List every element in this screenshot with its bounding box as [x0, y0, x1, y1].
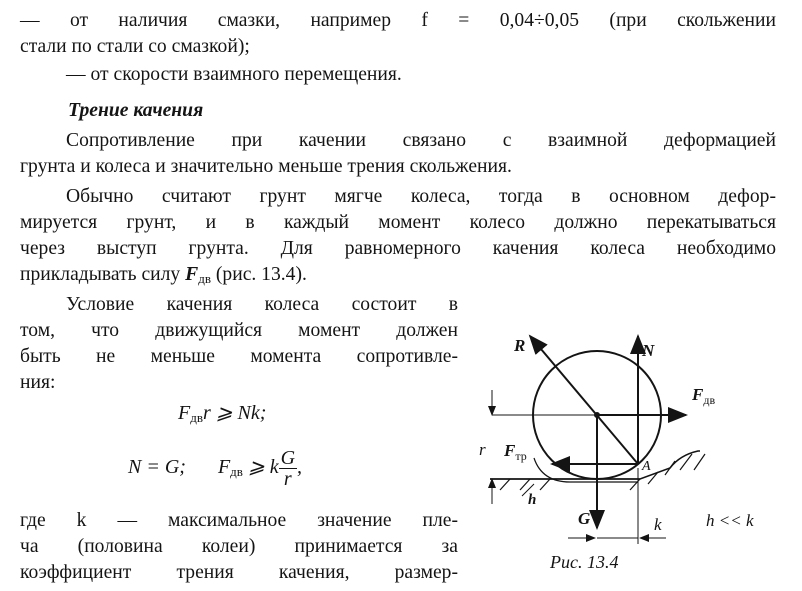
label-h: h [528, 492, 537, 508]
label-Ftr: $F_{тр}$ [504, 441, 527, 463]
paragraph-line: том, что движущийся момент должен [20, 320, 458, 341]
formula-force [128, 448, 302, 489]
section-heading: Трение качения [68, 100, 204, 121]
paragraph-line: грунта и колеса и значительно меньше трения скольжения. [20, 156, 512, 177]
text-line: стали по стали со смазкой); [20, 36, 250, 57]
formula-part: F [178, 402, 191, 424]
formula-part: ⩾ k [242, 456, 279, 479]
label-G: G [578, 509, 591, 528]
text-line: — от скорости взаимного перемещения. [66, 64, 402, 85]
paragraph-line: через выступ грунта. Для равномерного качения колеса необходимо [20, 238, 776, 259]
paragraph-line: ния: [20, 372, 56, 393]
paragraph-line [20, 262, 776, 292]
label-k: k [654, 515, 662, 534]
paragraph-line: Условие качения колеса состоит в [66, 294, 458, 315]
formula-moment [178, 400, 266, 431]
paragraph-line: где k — максимальное значение пле- [20, 510, 458, 531]
fraction [279, 448, 297, 489]
paragraph-line: коэффициент трения качения, размер- [20, 562, 458, 583]
label-A: A [642, 459, 651, 474]
paragraph-line: Сопротивление при качении связано с взаимной деформацией [66, 130, 776, 151]
formula-part: N = G; [128, 456, 186, 479]
force-subscript: дв [198, 271, 211, 286]
formula-part: F [217, 456, 231, 479]
formula-part: r ⩾ Nk; [202, 402, 267, 424]
force-symbol: F [185, 264, 199, 285]
figure-caption: Рис. 13.4 [550, 552, 619, 572]
rolling-wheel-diagram [470, 318, 790, 586]
label-Fdv: $F_{дв}$ [692, 385, 716, 407]
paragraph-line: быть не меньше момента сопротивле- [20, 346, 458, 367]
text-span: прикладывать силу [20, 264, 186, 285]
ground-hatching [500, 454, 705, 490]
relation-note: h << k [706, 511, 754, 530]
figure-13-4 [470, 318, 790, 586]
formula-part: , [297, 456, 303, 479]
formula-subscript: дв [190, 410, 203, 425]
fraction-numerator: G [280, 447, 296, 469]
label-N: N [642, 341, 655, 360]
paragraph-line: мируется грунт, и в каждый момент колесо должно перекатываться [20, 212, 776, 233]
label-r: r [479, 440, 486, 459]
formula-subscript: дв [230, 464, 243, 480]
paragraph-line: ча (половина колеи) принимается за [20, 536, 458, 557]
text-span: (рис. 13.4). [210, 264, 307, 285]
fraction-denominator: r [283, 468, 292, 490]
paragraph-line: Обычно считают грунт мягче колеса, тогда в основном дефор- [66, 186, 776, 207]
text-line: — от наличия смазки, например f = 0,04÷0,05 (при скольжении [20, 10, 776, 31]
label-R: R [514, 336, 526, 355]
